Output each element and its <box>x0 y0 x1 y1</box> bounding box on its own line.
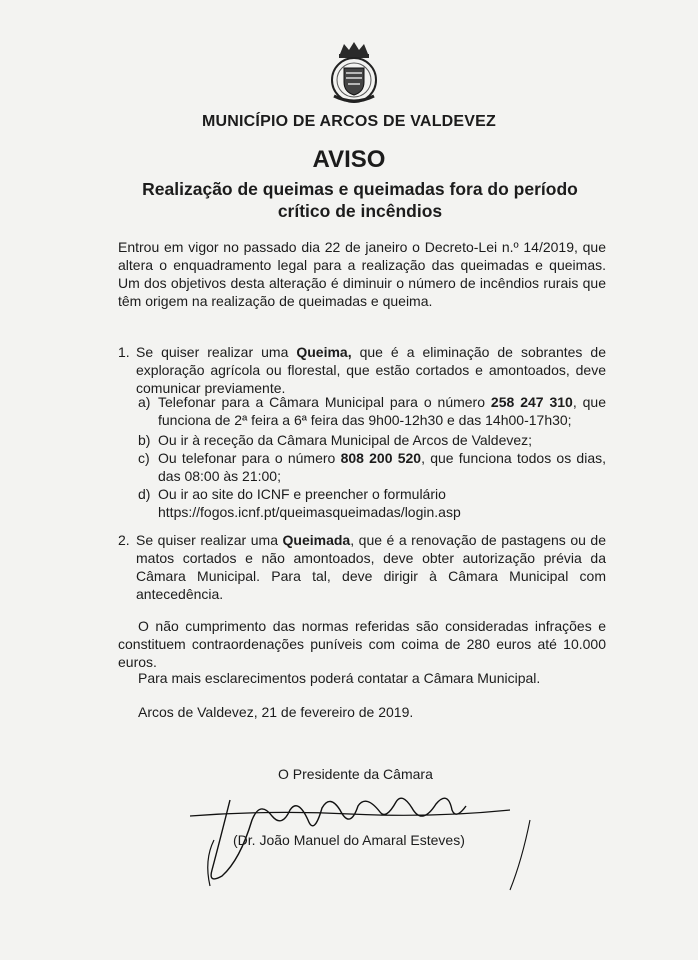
notice-title: AVISO <box>312 146 386 173</box>
notice-subtitle <box>90 178 630 222</box>
contact-paragraph: Para mais esclarecimentos poderá contatar a Câmara Municipal. <box>138 670 541 686</box>
coat-of-arms-icon <box>322 40 386 106</box>
date-line: Arcos de Valdevez, 21 de fevereiro de 2019. <box>138 704 414 720</box>
signatory-role: O Presidente da Câmara <box>278 766 433 782</box>
item-bold-term: Queima, <box>296 344 352 360</box>
item-number: 1. <box>118 344 130 360</box>
item-text: Se quiser realizar uma Queimada, que é a renovação de pastagens ou de matos cortados e não amontoados, deve obter autorização prévia da Câmara Municipal. Para tal, deve dirigir à Câmara Municipal com antecedência. <box>136 532 607 602</box>
penalty-paragraph: O não cumprimento das normas referidas são consideradas infrações e constituem contraordenações puníveis com coima de 280 euros até 10.000 euros. <box>118 618 606 670</box>
item-number: 2. <box>118 532 130 548</box>
intro-paragraph: Entrou em vigor no passado dia 22 de janeiro o Decreto-Lei n.º 14/2019, que altera o enquadramento legal para a realização das queimadas e queimas. Um dos objetivos desta alteração é diminuir o número de incêndios rurais que têm origem na realização de queimadas e queima. <box>118 239 606 309</box>
subtitle-line-2: crítico de incêndios <box>277 201 443 221</box>
item-bold-term: Queimada <box>282 532 351 548</box>
item-text: Se quiser realizar uma Queima, que é a eliminação de sobrantes de exploração agrícola ou florestal, que estão cortados e amontoados, deve comunicar previamente. <box>136 344 606 396</box>
municipality-name: MUNICÍPIO DE ARCOS DE VALDEVEZ <box>201 113 497 130</box>
subtitle-line-1: Realização de queimas e queimadas fora do período <box>142 179 578 199</box>
signatory-name: (Dr. João Manuel do Amaral Esteves) <box>233 832 465 848</box>
icnf-url-link[interactable]: https://fogos.icnf.pt/queimasqueimadas/login.asp <box>158 504 461 520</box>
document-page: MUNICÍPIO DE ARCOS DE VALDEVEZ AVISO Realização de queimas e queimadas fora do período crítico de incêndios Entrou em vigor no passado dia 22 de janeiro o Decreto-Lei n.º 14/2019, que altera o enquadramento legal para a realização das queimadas e queimas. Um dos objetivos desta alteração é diminuir o número de incêndios rurais que têm origem na realização de queimadas e queima. 1. Se quiser realizar uma Queima, que é a eliminação de sobrantes de exploração agrícola ou florestal, que estão cortados e amontoados, deve comunicar previamente. a) Telefonar para a Câmara Municipal para o número 258 247 310, que funciona de 2ª feira a 6ª feira das 9h00-12h30 e das 14h00-17h30; b) Ou ir à receção da Câmara Municipal de Arcos de Valdevez; c) Ou telefonar para o número 808 200 520, que funciona todos os dias, das 08:00 às 21:00; d) Ou ir ao site do ICNF e preencher o formulário https://fogos.icnf.pt/queimasqueimadas/login.asp 2. Se quiser realizar uma Queimada, que é a renovação de pastagens ou de matos cortados e não amontoados, deve obter autorização prévia da Câmara Municipal. Para tal, deve dirigir à Câmara Municipal com antecedência. O não cumprimento das normas referidas são consideradas infrações e constituem contraordenações puníveis com coima de 280 euros até 10.000 euros. Para mais esclarecimentos poderá contatar a Câmara Municipal. Arcos de Valdevez, 21 de fevereiro de 2019. O Presidente da Câmara (Dr. João Manuel do Amaral Esteves) <box>0 0 698 960</box>
